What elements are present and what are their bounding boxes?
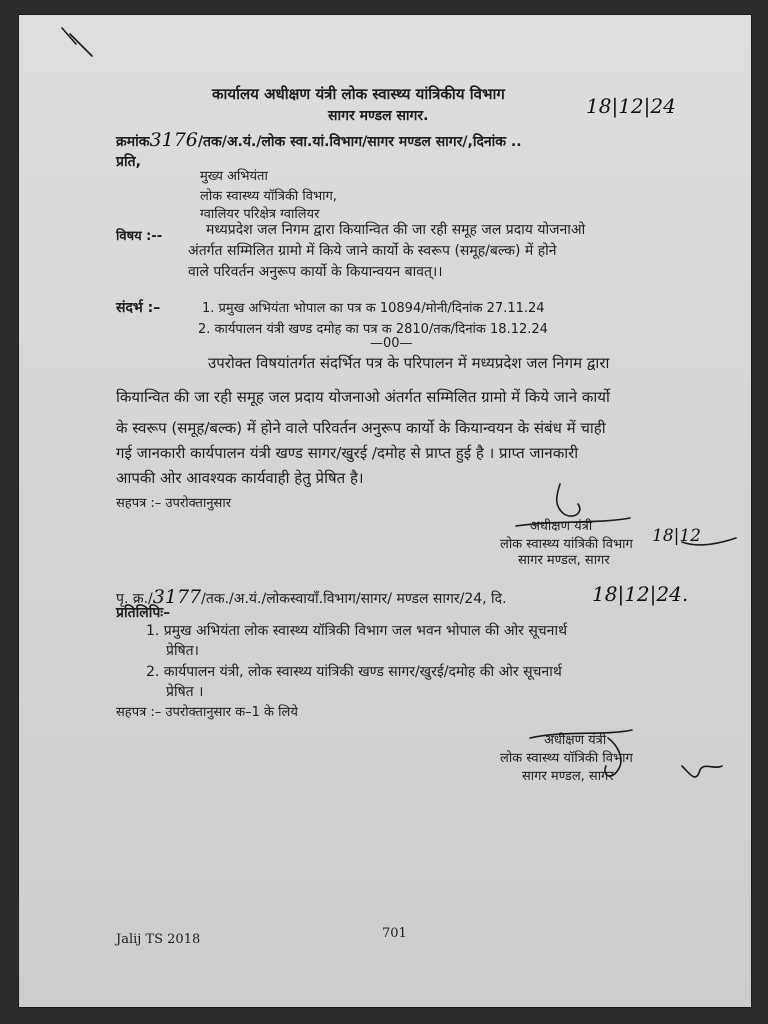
copy-to-item-1: 1. प्रमुख अभियंता लोक स्वास्थ्य यॉत्रिकी विभाग जल भवन भोपाल की ओर सूचनार्थ xyxy=(146,623,568,639)
endorsement-date-handwritten: 18|12|24. xyxy=(592,582,689,606)
reference-text: /तक/अ.यं./लोक स्वा.यां.विभाग/सागर मण्डल सागर/,दिनांक .. xyxy=(197,134,522,150)
endorsement-number-handwritten: 3177 xyxy=(152,586,202,608)
office-heading: कार्यालय अधीक्षण यंत्री लोक स्वास्थ्य यांत्रिकीय विभाग xyxy=(212,85,505,103)
reference-prefix: क्रमांक xyxy=(116,134,150,150)
signature-1-department: लोक स्वास्थ्य यांत्रिकी विभाग xyxy=(500,537,633,552)
body-line-2: कियान्वित की जा रही समूह जल प्रदाय योजनाओ अंतर्गत सम्मिलित ग्रामो में किये जाने कार्यो xyxy=(116,388,610,406)
signature-1-handwritten-date: 18|12 xyxy=(652,526,701,546)
signature-1-office: सागर मण्डल, सागर xyxy=(518,553,610,568)
reference-number-handwritten: 3176 xyxy=(149,129,198,151)
references-divider: —00— xyxy=(370,336,413,351)
body-line-1: उपरोक्त विषयांतर्गत संदर्भित पत्र के परिपालन में मध्यप्रदेश जल निगम द्वारा xyxy=(208,354,610,372)
to-label: प्रति, xyxy=(116,154,141,170)
corner-pen-mark xyxy=(62,28,92,56)
to-line-1: मुख्य अभियंता xyxy=(200,169,268,184)
subject-line-3: वाले परिवर्तन अनुरूप कार्यो के कियान्वयन बावत्।। xyxy=(188,264,443,280)
signature-2-tail xyxy=(682,766,722,777)
signature-1-scribble xyxy=(557,484,580,516)
to-line-2: लोक स्वास्थ्य यॉत्रिकी विभाग, xyxy=(200,189,337,204)
subject-label: विषय :-- xyxy=(116,229,163,244)
copy-to-item-2: 2. कार्यपालन यंत्री, लोक स्वास्थ्य यांत्रिकी खण्ड सागर/खुरई/दमोह की ओर सूचनार्थ xyxy=(146,664,562,680)
body-line-4: गई जानकारी कार्यपालन यंत्री खण्ड सागर/खुरई /दमोह से प्राप्त हुई है । प्राप्त जानकारी xyxy=(116,444,579,462)
body-line-3: के स्वरूप (समूह/बल्क) में होने वाले परिवर्तन अनुरूप कार्यो के कियान्वयन के संबंध में चाही xyxy=(116,419,606,437)
signature-2-designation: अधीक्षण यंत्री xyxy=(544,733,607,748)
reference-item-1: 1. प्रमुख अभियंता भोपाल का पत्र क 10894/मोनी/दिनांक 27.11.24 xyxy=(202,301,545,316)
enclosure-2: सहपत्र :– उपरोक्तानुसार क–1 के लिये xyxy=(116,705,298,720)
body-line-5: आपकी ओर आवश्यक कार्यवाही हेतु प्रेषित है। xyxy=(116,469,364,487)
subject-line-2: अंतर्गत सम्मिलित ग्रामो में किये जाने कार्यो के स्वरूप (समूह/बल्क) में होने xyxy=(188,243,557,259)
to-line-3: ग्वालियर परिक्षेत्र ग्वालियर xyxy=(200,207,320,222)
scanned-letter-page xyxy=(18,14,752,1008)
copy-to-item-2-cont: प्रेषित । xyxy=(166,684,204,700)
copy-to-label: प्रतिलिपिः– xyxy=(116,605,171,621)
endorsement-text: /तक./अ.यं./लोकस्वायॉं.विभाग/सागर/ मण्डल सागर/24, दि. xyxy=(201,591,507,607)
signature-2-loop xyxy=(605,738,621,776)
signature-1-flourish xyxy=(682,538,736,545)
enclosure-1: सहपत्र :– उपरोक्तानुसार xyxy=(116,496,232,511)
reference-item-2: 2. कार्यपालन यंत्री खण्ड दमोह का पत्र क 2810/तक/दिनांक 18.12.24 xyxy=(198,322,548,337)
ink-marks-overlay xyxy=(18,14,752,1008)
subject-line-1: मध्यप्रदेश जल निगम द्वारा कियान्वित की जा रही समूह जल प्रदाय योजनाओ xyxy=(206,222,586,238)
handwritten-date-top: 18|12|24 xyxy=(586,94,676,118)
signature-1-designation: अधीक्षण यंत्री xyxy=(530,519,593,534)
footer-left-label: Jalij TS 2018 xyxy=(116,932,201,947)
copy-to-item-1-cont: प्रेषित। xyxy=(166,643,199,659)
signature-2-underline xyxy=(530,730,632,738)
page-number: 701 xyxy=(382,926,407,941)
signature-2-department: लोक स्वास्थ्य यॉत्रिकी विभाग xyxy=(500,751,633,766)
endorsement-prefix: पृ. क्र./ xyxy=(116,591,153,607)
circle-heading: सागर मण्डल सागर. xyxy=(328,108,429,124)
signature-2-office: सागर मण्डल, सागर xyxy=(522,769,614,784)
references-label: संदर्भ :– xyxy=(116,300,161,316)
signature-1-underline xyxy=(516,518,630,526)
